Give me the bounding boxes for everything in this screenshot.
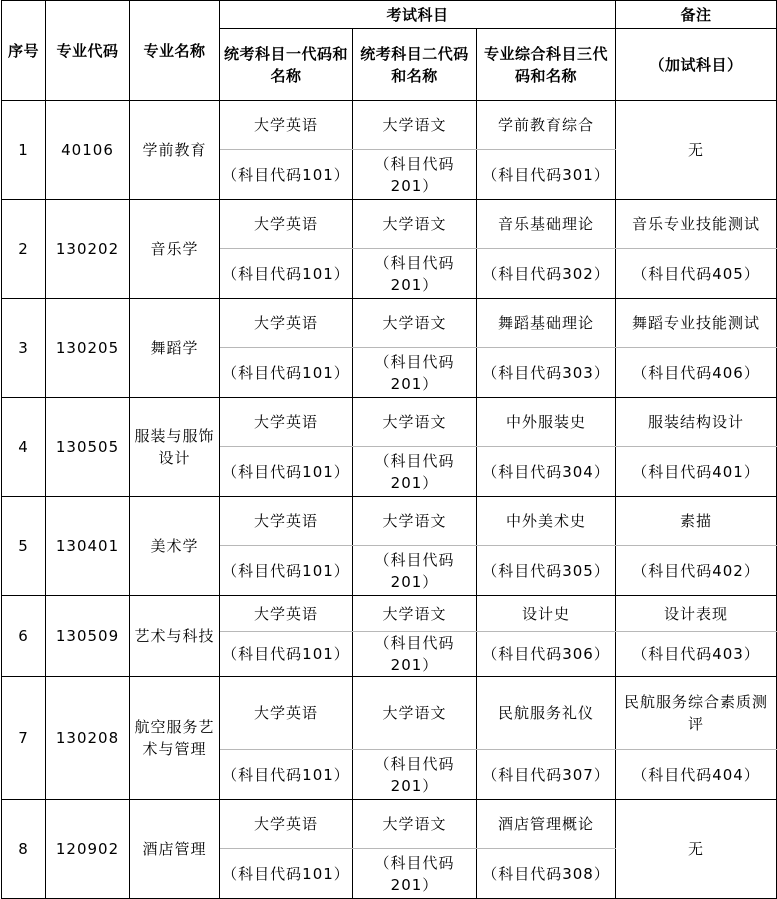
cell-major-code: 120902 <box>46 800 130 899</box>
cell-major-name: 艺术与科技 <box>130 596 220 677</box>
table-row <box>2 200 777 249</box>
cell-subject1-code: （科目代码101） <box>220 447 353 497</box>
header-remark: 备注 <box>616 1 777 29</box>
cell-subject3-name: 设计史 <box>477 596 616 632</box>
header-row-top <box>2 1 777 29</box>
cell-remark-code: （科目代码403） <box>616 632 777 677</box>
cell-subject2-code: （科目代码201） <box>353 546 477 596</box>
table-row <box>2 497 777 546</box>
cell-major-name: 美术学 <box>130 497 220 596</box>
cell-subject3-code: （科目代码303） <box>477 348 616 398</box>
cell-subject3-code: （科目代码302） <box>477 249 616 299</box>
cell-major-code: 40106 <box>46 101 130 200</box>
cell-seq: 4 <box>2 398 46 497</box>
cell-subject1-code: （科目代码101） <box>220 632 353 677</box>
cell-subject3-code: （科目代码304） <box>477 447 616 497</box>
cell-major-name: 航空服务艺术与管理 <box>130 677 220 800</box>
cell-subject1-code: （科目代码101） <box>220 249 353 299</box>
cell-subject2-name: 大学语文 <box>353 200 477 249</box>
table-row <box>2 101 777 150</box>
header-major-name: 专业名称 <box>130 1 220 101</box>
cell-remark-code: （科目代码404） <box>616 750 777 800</box>
cell-subject2-name: 大学语文 <box>353 299 477 348</box>
cell-subject2-code: （科目代码201） <box>353 348 477 398</box>
cell-subject1-name: 大学英语 <box>220 497 353 546</box>
cell-remark-code: （科目代码402） <box>616 546 777 596</box>
cell-subject2-name: 大学语文 <box>353 800 477 849</box>
cell-remark-name: 民航服务综合素质测评 <box>616 677 777 750</box>
cell-subject2-code: （科目代码201） <box>353 150 477 200</box>
cell-subject2-name: 大学语文 <box>353 101 477 150</box>
cell-subject1-name: 大学英语 <box>220 677 353 750</box>
cell-major-name: 酒店管理 <box>130 800 220 899</box>
table-row <box>2 677 777 750</box>
cell-subject3-name: 舞蹈基础理论 <box>477 299 616 348</box>
cell-seq: 2 <box>2 200 46 299</box>
cell-subject3-name: 音乐基础理论 <box>477 200 616 249</box>
cell-subject1-name: 大学英语 <box>220 200 353 249</box>
cell-subject3-code: （科目代码307） <box>477 750 616 800</box>
exam-subjects-table <box>1 0 777 899</box>
cell-remark-name: 设计表现 <box>616 596 777 632</box>
cell-major-code: 130509 <box>46 596 130 677</box>
cell-subject3-code: （科目代码305） <box>477 546 616 596</box>
cell-subject2-code: （科目代码201） <box>353 249 477 299</box>
cell-seq: 3 <box>2 299 46 398</box>
cell-subject1-name: 大学英语 <box>220 596 353 632</box>
cell-major-name: 服装与服饰设计 <box>130 398 220 497</box>
cell-subject3-code: （科目代码306） <box>477 632 616 677</box>
cell-subject1-code: （科目代码101） <box>220 348 353 398</box>
cell-major-code: 130205 <box>46 299 130 398</box>
cell-remark-name: 无 <box>616 101 777 200</box>
table-row <box>2 299 777 348</box>
cell-seq: 1 <box>2 101 46 200</box>
cell-seq: 8 <box>2 800 46 899</box>
cell-subject3-name: 学前教育综合 <box>477 101 616 150</box>
header-subject3: 专业综合科目三代码和名称 <box>477 29 616 101</box>
cell-subject2-code: （科目代码201） <box>353 750 477 800</box>
cell-major-name: 舞蹈学 <box>130 299 220 398</box>
cell-remark-code: （科目代码401） <box>616 447 777 497</box>
cell-subject1-name: 大学英语 <box>220 101 353 150</box>
cell-subject2-code: （科目代码201） <box>353 849 477 899</box>
cell-major-code: 130401 <box>46 497 130 596</box>
cell-remark-code: （科目代码405） <box>616 249 777 299</box>
header-subject1: 统考科目一代码和名称 <box>220 29 353 101</box>
header-subject2: 统考科目二代码和名称 <box>353 29 477 101</box>
cell-major-name: 音乐学 <box>130 200 220 299</box>
cell-subject2-name: 大学语文 <box>353 596 477 632</box>
cell-seq: 7 <box>2 677 46 800</box>
table-row <box>2 596 777 632</box>
cell-remark-name: 音乐专业技能测试 <box>616 200 777 249</box>
cell-subject1-name: 大学英语 <box>220 800 353 849</box>
cell-remark-name: 无 <box>616 800 777 899</box>
header-seq: 序号 <box>2 1 46 101</box>
table-row <box>2 800 777 849</box>
cell-major-code: 130505 <box>46 398 130 497</box>
cell-major-code: 130202 <box>46 200 130 299</box>
cell-subject1-name: 大学英语 <box>220 398 353 447</box>
cell-remark-name: 素描 <box>616 497 777 546</box>
cell-major-name: 学前教育 <box>130 101 220 200</box>
cell-subject3-code: （科目代码308） <box>477 849 616 899</box>
cell-subject1-code: （科目代码101） <box>220 150 353 200</box>
table-row <box>2 398 777 447</box>
cell-subject1-code: （科目代码101） <box>220 849 353 899</box>
cell-subject2-code: （科目代码201） <box>353 447 477 497</box>
cell-subject3-name: 酒店管理概论 <box>477 800 616 849</box>
cell-subject1-name: 大学英语 <box>220 299 353 348</box>
cell-subject2-name: 大学语文 <box>353 497 477 546</box>
cell-major-code: 130208 <box>46 677 130 800</box>
cell-remark-name: 舞蹈专业技能测试 <box>616 299 777 348</box>
header-major-code: 专业代码 <box>46 1 130 101</box>
cell-remark-name: 服装结构设计 <box>616 398 777 447</box>
cell-subject2-code: （科目代码201） <box>353 632 477 677</box>
cell-seq: 6 <box>2 596 46 677</box>
header-remark-sub: （加试科目） <box>616 29 777 101</box>
header-exam-subjects: 考试科目 <box>220 1 616 29</box>
cell-subject3-name: 民航服务礼仪 <box>477 677 616 750</box>
cell-subject3-name: 中外美术史 <box>477 497 616 546</box>
cell-subject3-name: 中外服装史 <box>477 398 616 447</box>
cell-subject3-code: （科目代码301） <box>477 150 616 200</box>
cell-subject2-name: 大学语文 <box>353 398 477 447</box>
cell-subject1-code: （科目代码101） <box>220 750 353 800</box>
cell-remark-code: （科目代码406） <box>616 348 777 398</box>
cell-subject2-name: 大学语文 <box>353 677 477 750</box>
cell-subject1-code: （科目代码101） <box>220 546 353 596</box>
cell-seq: 5 <box>2 497 46 596</box>
